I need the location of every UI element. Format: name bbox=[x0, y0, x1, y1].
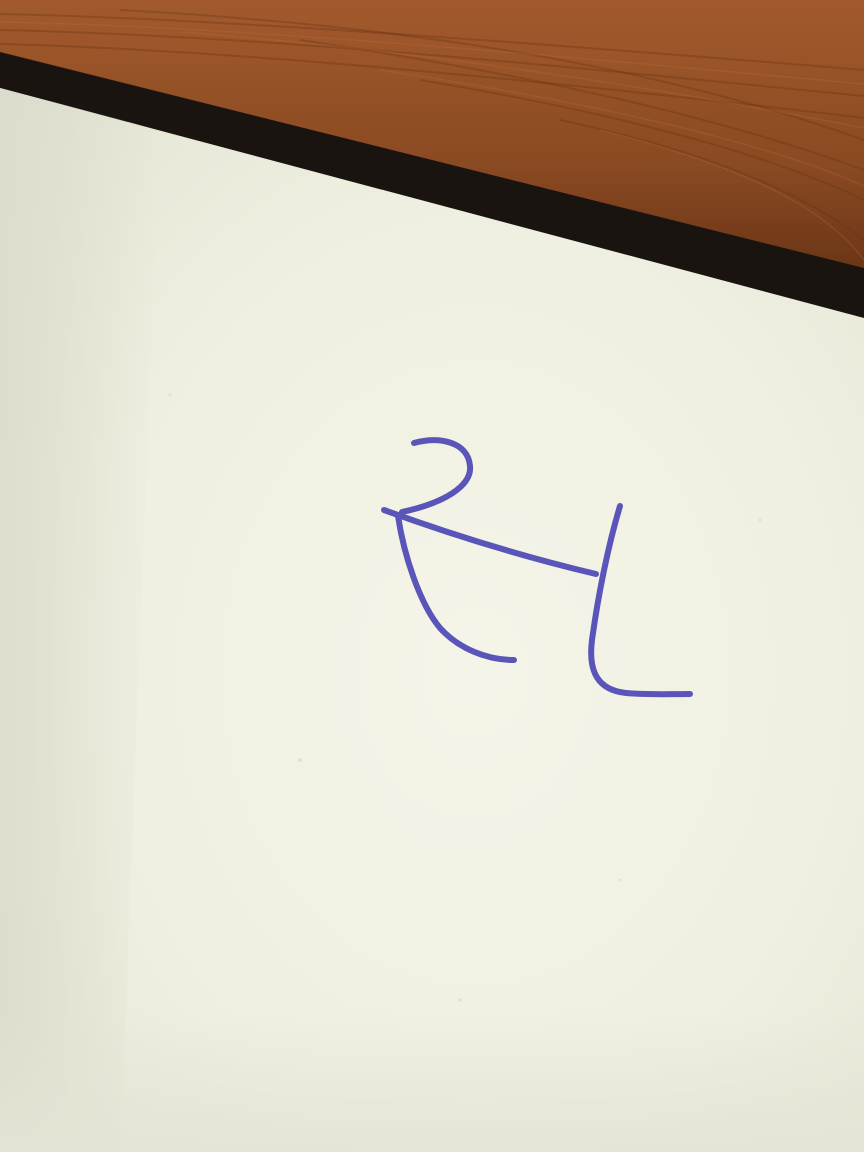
paper-bottom-blur bbox=[0, 1010, 864, 1152]
